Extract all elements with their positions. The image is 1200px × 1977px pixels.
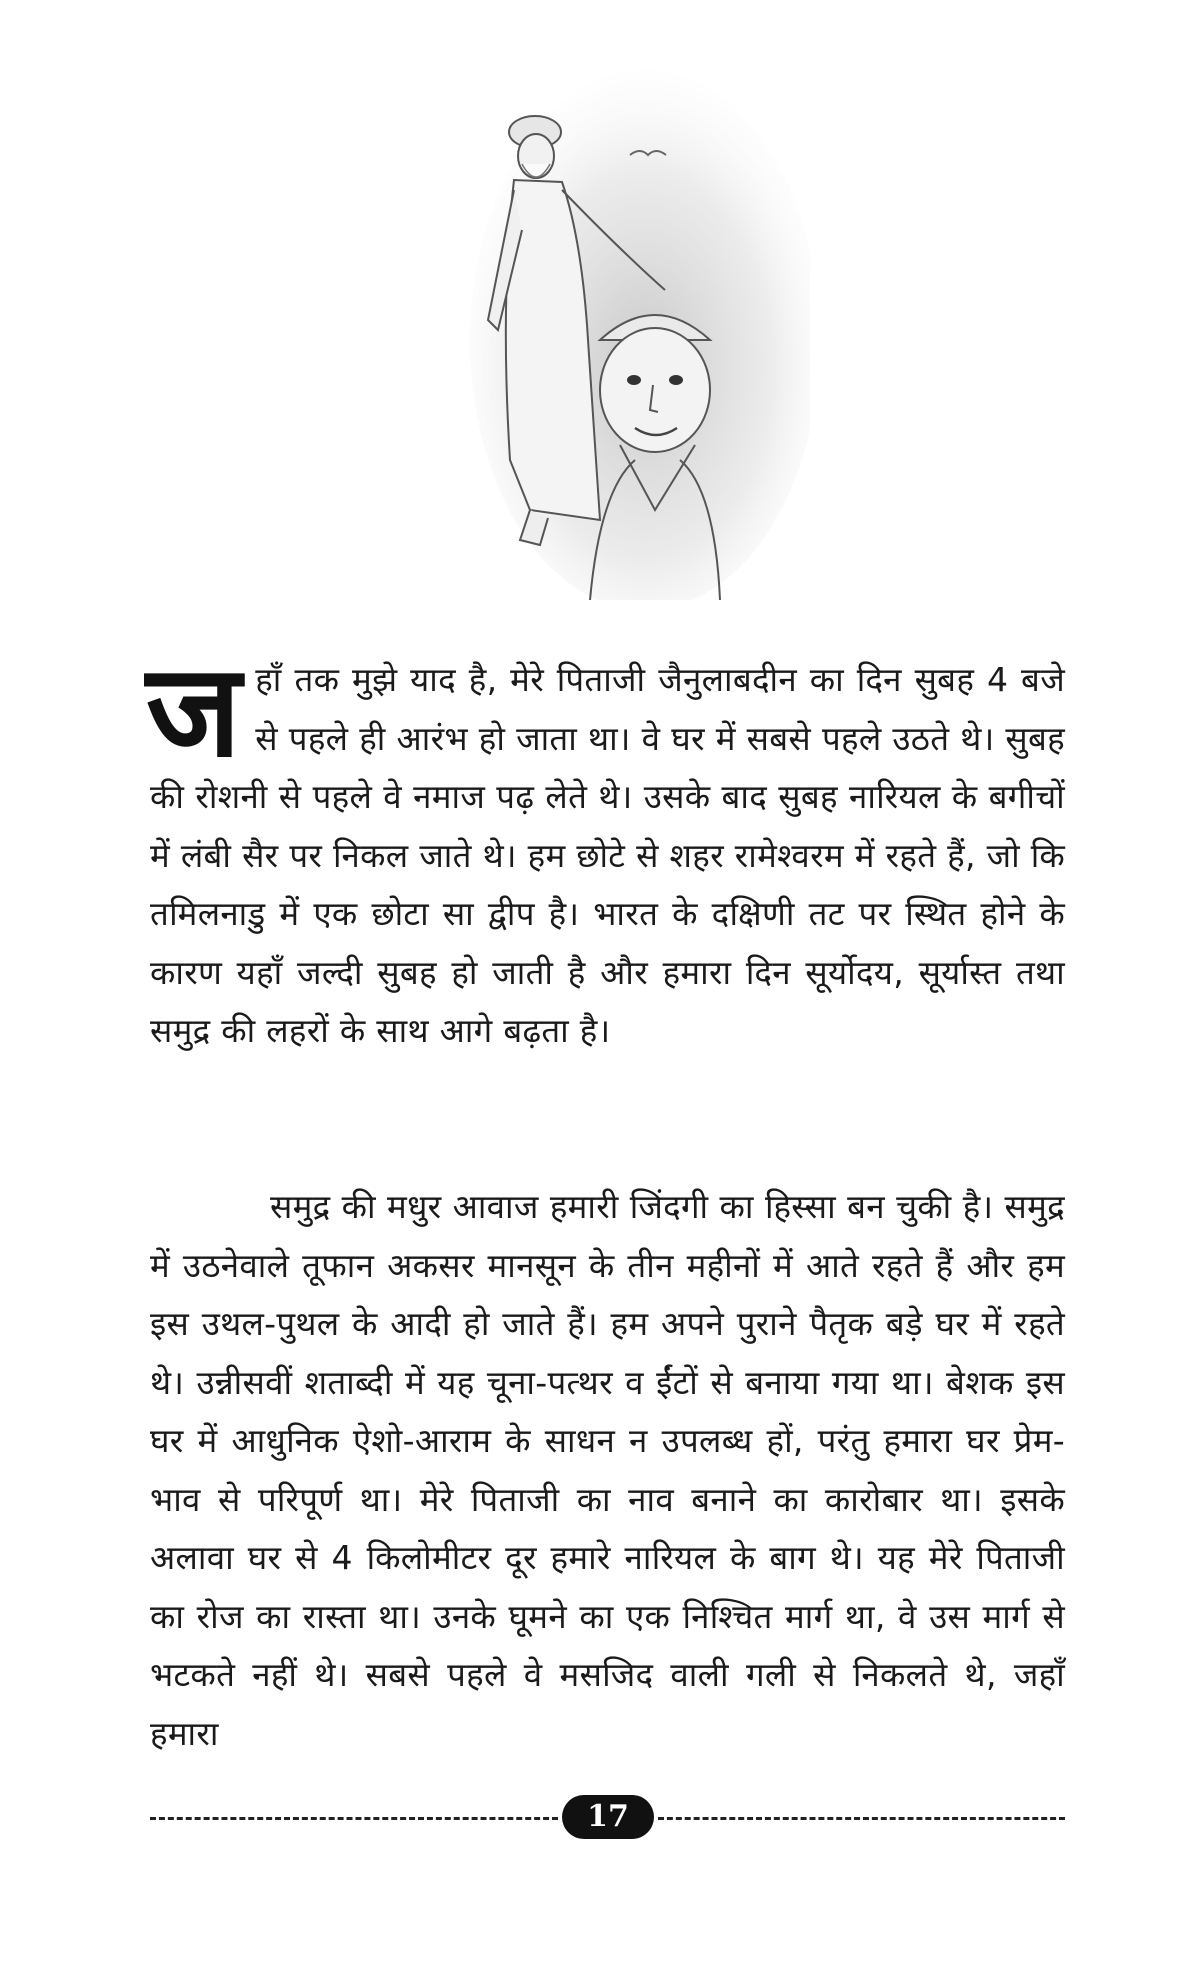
footer-dashed-rule-right (658, 1817, 1065, 1820)
footer-dashed-rule-left (150, 1817, 558, 1820)
paragraph-1-text: हाँ तक मुझे याद है, मेरे पिताजी जैनुलाबदीन का दिन सुबह 4 बजे से पहले ही आरंभ हो जाता था। वे घर में सबसे पहले उठते थे। सुबह की रोशनी से पहले वे नमाज पढ़ लेते थे। उसके बाद सुबह नारियल के बगीचों में लंबी सैर पर निकल जाते थे। हम छोटे से शहर रामेश्वरम में रहते हैं, जो कि तमिलनाडु में एक छोटा सा द्वीप है। भारत के दक्षिणी तट पर स्थित होने के कारण यहाँ जल्दी सुबह हो जाती है और हमारा दिन सूर्योदय, सूर्यास्त तथा समुद्र की लहरों के साथ आगे बढ़ता है। (150, 660, 1065, 1050)
page-number-badge: 17 (562, 1795, 654, 1839)
sketch-illustration (470, 40, 810, 600)
paragraph-1 (146, 637, 1065, 1061)
drop-cap: ज (146, 637, 242, 786)
page-footer (150, 1795, 1065, 1839)
paragraph-2: समुद्र की मधुर आवाज हमारी जिंदगी का हिस्सा बन चुकी है। समुद्र में उठनेवाले तूफान अकसर मानसून के तीन महीनों में आते रहते हैं और हम इस उथल-पुथल के आदी हो जाते हैं। हम अपने पुराने पैतृक बड़े घर में रहते थे। उन्नीसवीं शताब्दी में यह चूना-पत्थर व ईंटों से बनाया गया था। बेशक इस घर में आधुनिक ऐशो-आराम के साधन न उपलब्ध हों, परंतु हमारा घर प्रेम-भाव से परिपूर्ण था। मेरे पिताजी का नाव बनाने का कारोबार था। इसके अलावा घर से 4 किलोमीटर दूर हमारे नारियल के बाग थे। यह मेरे पिताजी का रोज का रास्ता था। उनके घूमने का एक निश्चित मार्ग था, वे उस मार्ग से भटकते नहीं थे। सबसे पहले वे मसजिद वाली गली से निकलते थे, जहाँ हमारा (150, 1187, 1065, 1753)
